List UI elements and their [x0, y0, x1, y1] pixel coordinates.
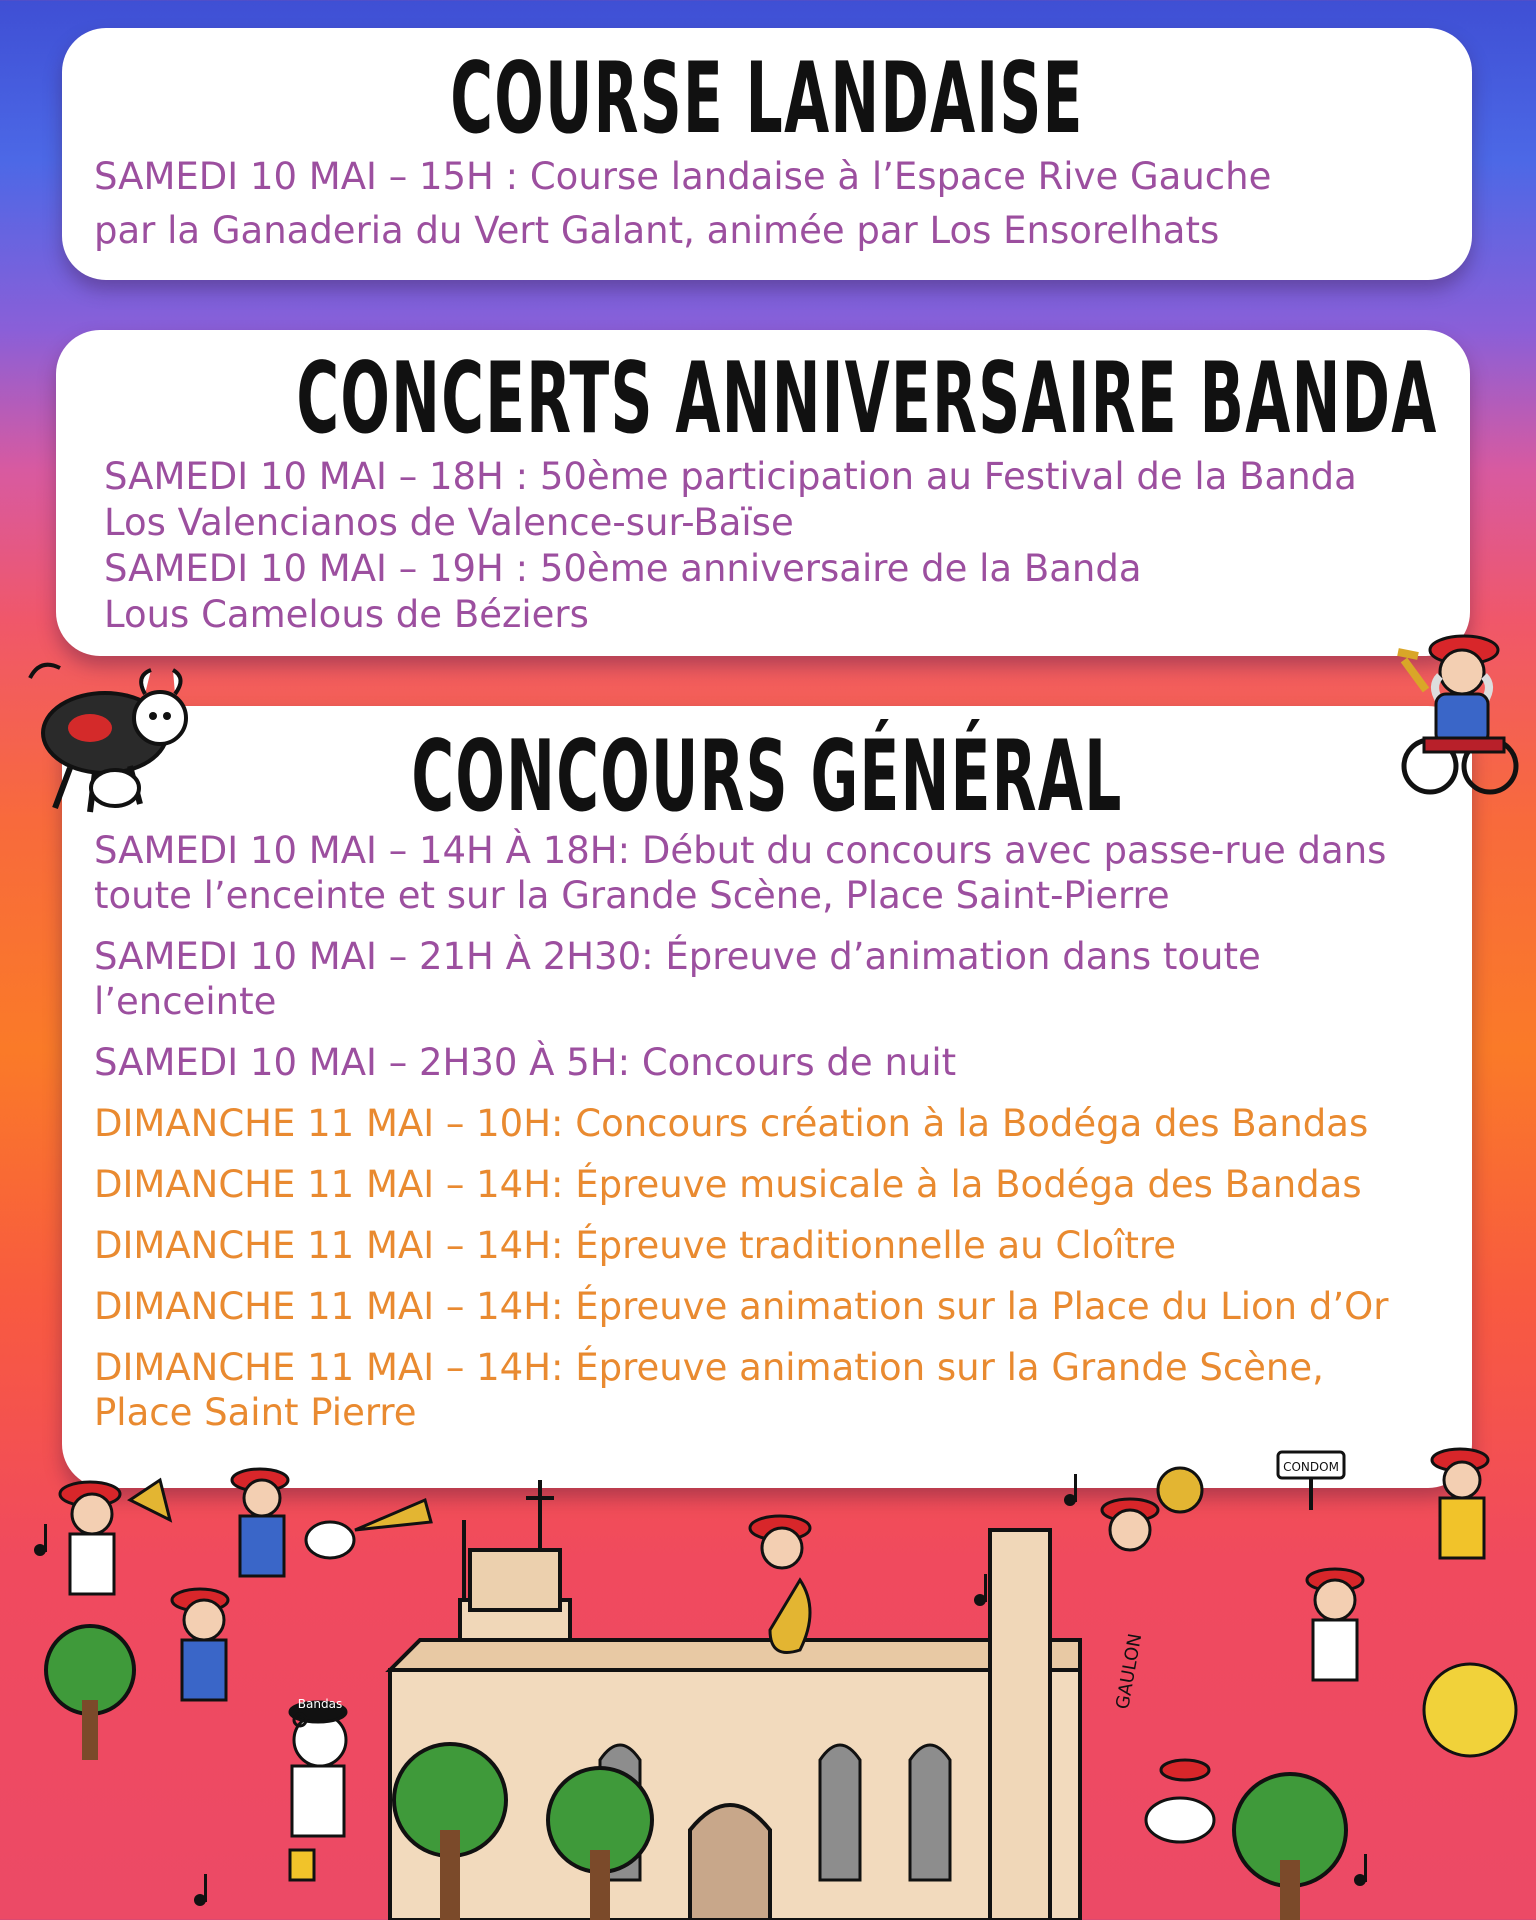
concerts-anniversaire-card	[56, 330, 1470, 656]
trumpet-player-wheelchair-icon	[1384, 620, 1524, 800]
event-item: DIMANCHE 11 MAI – 14H: Épreuve animation sur la Grande Scène, Place Saint Pierre	[94, 1346, 1324, 1434]
event-item: SAMEDI 10 MAI – 2H30 À 5H: Concours de nuit	[94, 1041, 957, 1084]
event-item: DIMANCHE 11 MAI – 14H: Épreuve traditionnelle au Cloître	[94, 1224, 1177, 1267]
concerts-anniversaire-title: CONCERTS ANNIVERSAIRE BANDA	[296, 342, 1438, 456]
course-landaise-title: COURSE LANDAISE	[450, 42, 1084, 156]
concours-general-events	[94, 828, 1452, 1451]
event-item: DIMANCHE 11 MAI – 14H: Épreuve animation sur la Place du Lion d’Or	[94, 1285, 1389, 1328]
town-sign-label: CONDOM	[1283, 1460, 1339, 1474]
cathedral-and-musicians-icon	[0, 1440, 1536, 1920]
event-item: SAMEDI 10 MAI – 14H À 18H: Début du concours avec passe-rue dans toute l’enceinte et sur la Grande Scène, Place Saint-Pierre	[94, 829, 1387, 917]
event-item: DIMANCHE 11 MAI – 14H: Épreuve musicale à la Bodéga des Bandas	[94, 1163, 1362, 1206]
artist-signature: GAULON	[1112, 1631, 1147, 1711]
event-item: SAMEDI 10 MAI – 19H : 50ème anniversaire de la Banda Lous Camelous de Béziers	[104, 547, 1142, 636]
bull-illustration-icon	[20, 648, 190, 828]
concours-general-title: CONCOURS GÉNÉRAL	[411, 720, 1123, 834]
event-item: DIMANCHE 11 MAI – 10H: Concours création à la Bodéga des Bandas	[94, 1102, 1369, 1145]
concours-general-card	[62, 706, 1472, 1488]
course-landaise-card	[62, 28, 1472, 280]
town-sign-icon	[1278, 1452, 1344, 1510]
concerts-anniversaire-events	[104, 454, 1450, 638]
mascot-cap-label: Bandas	[297, 1697, 343, 1711]
event-item: SAMEDI 10 MAI – 21H À 2H30: Épreuve d’animation dans toute l’enceinte	[94, 935, 1261, 1023]
cathedral-icon	[390, 1480, 1080, 1920]
course-landaise-events	[94, 150, 1452, 258]
festival-illustration	[0, 1440, 1536, 1920]
event-item: SAMEDI 10 MAI – 15H : Course landaise à l’Espace Rive Gauche par la Ganaderia du Vert Galant, animée par Los Ensorelhats	[94, 155, 1272, 252]
event-item: SAMEDI 10 MAI – 18H : 50ème participation au Festival de la Banda Los Valencianos de Valence-sur-Baïse	[104, 455, 1357, 544]
